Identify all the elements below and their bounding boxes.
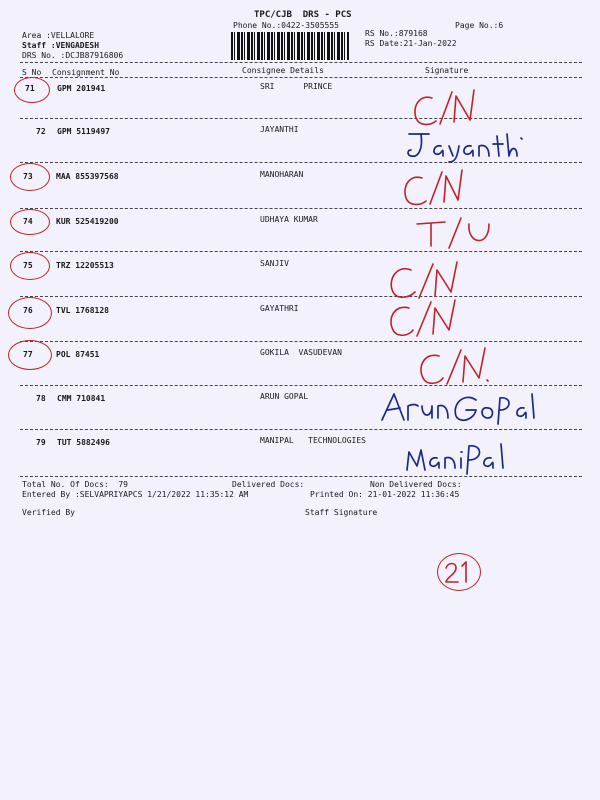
sno-circle	[10, 209, 50, 235]
page-number: Page No.:6	[455, 21, 504, 30]
column-sno: S No	[22, 68, 42, 77]
row-consignment: TRZ 12205513	[56, 261, 114, 270]
signature-arun-gopal	[380, 390, 540, 424]
row-consignee: GAYATHRI	[260, 304, 299, 313]
row-consignment: TUT 5882496	[57, 438, 110, 447]
row-sno: 71	[25, 84, 35, 93]
sno-circle	[10, 252, 50, 280]
signature-cn	[385, 262, 465, 302]
divider	[20, 208, 582, 209]
drs-number: DRS No. :DCJB87916806	[22, 51, 124, 60]
page-mark-number	[444, 560, 474, 584]
row-consignee: SRI PRINCE	[260, 82, 333, 91]
row-consignment: TVL 1768128	[56, 306, 109, 315]
row-sno: 78	[36, 394, 46, 403]
divider	[20, 118, 582, 119]
divider	[20, 341, 582, 342]
sno-circle	[10, 163, 50, 191]
column-consignee: Consignee Details	[242, 66, 324, 75]
column-signature: Signature	[425, 66, 469, 75]
row-consignee: MANOHARAN	[260, 170, 304, 179]
divider	[20, 476, 582, 477]
staff-label: Staff :VENGADESH	[22, 41, 100, 50]
row-consignee: ARUN GOPAL	[260, 392, 309, 401]
sno-circle	[8, 297, 52, 329]
row-consignment: CMM 710841	[57, 394, 106, 403]
row-consignment: MAA 855397568	[56, 172, 119, 181]
row-consignment: KUR 525419200	[56, 217, 119, 226]
verified-by: Verified By	[22, 508, 75, 517]
signature-cn	[410, 88, 480, 128]
divider	[20, 77, 582, 78]
signature-cn	[385, 300, 465, 340]
report-title: TPC/CJB DRS - PCS	[254, 10, 352, 20]
row-consignment: POL 87451	[56, 350, 100, 359]
total-docs: Total No. Of Docs: 79	[22, 480, 128, 489]
barcode	[231, 32, 349, 60]
divider	[20, 429, 582, 430]
divider	[20, 62, 582, 63]
row-consignee: GOKILA VASUDEVAN	[260, 348, 342, 357]
divider	[20, 251, 582, 252]
signature-tu	[415, 218, 495, 250]
signature-cn	[415, 348, 495, 388]
divider	[20, 385, 582, 386]
area-label: Area :VELLALORE	[22, 31, 95, 40]
signature-jayanthi	[405, 128, 525, 164]
signature-manipal	[405, 440, 515, 474]
row-consignee: JAYANTHI	[260, 125, 299, 134]
non-delivered-docs: Non Delivered Docs:	[370, 480, 462, 489]
row-consignment: GPM 5119497	[57, 127, 110, 136]
rs-number: RS No.:879168	[365, 29, 428, 38]
row-sno: 75	[23, 261, 33, 270]
sno-circle	[8, 340, 52, 370]
rs-date: RS Date:21-Jan-2022	[365, 39, 457, 48]
delivered-docs: Delivered Docs:	[232, 480, 305, 489]
row-sno: 73	[23, 172, 33, 181]
staff-signature: Staff Signature	[305, 508, 378, 517]
sno-circle	[14, 77, 50, 103]
row-sno: 74	[23, 217, 33, 226]
page-mark-text: 21	[0, 0, 1, 1]
row-consignment: GPM 201941	[57, 84, 106, 93]
row-sno: 72	[36, 127, 46, 136]
row-sno: 77	[23, 350, 33, 359]
row-consignee: MANIPAL TECHNOLOGIES	[260, 436, 366, 445]
row-consignee: SANJIV	[260, 259, 289, 268]
entered-by: Entered By :SELVAPRIYAPCS 1/21/2022 11:35:12 AM	[22, 490, 249, 499]
column-consignment: Consignment No	[52, 68, 120, 77]
row-sno: 76	[23, 306, 33, 315]
row-consignee: UDHAYA KUMAR	[260, 215, 318, 224]
signature-cn	[400, 170, 470, 210]
phone-number: Phone No.:0422-3505555	[233, 21, 339, 30]
row-sno: 79	[36, 438, 46, 447]
divider	[20, 296, 582, 297]
printed-on: Printed On: 21-01-2022 11:36:45	[310, 490, 460, 499]
